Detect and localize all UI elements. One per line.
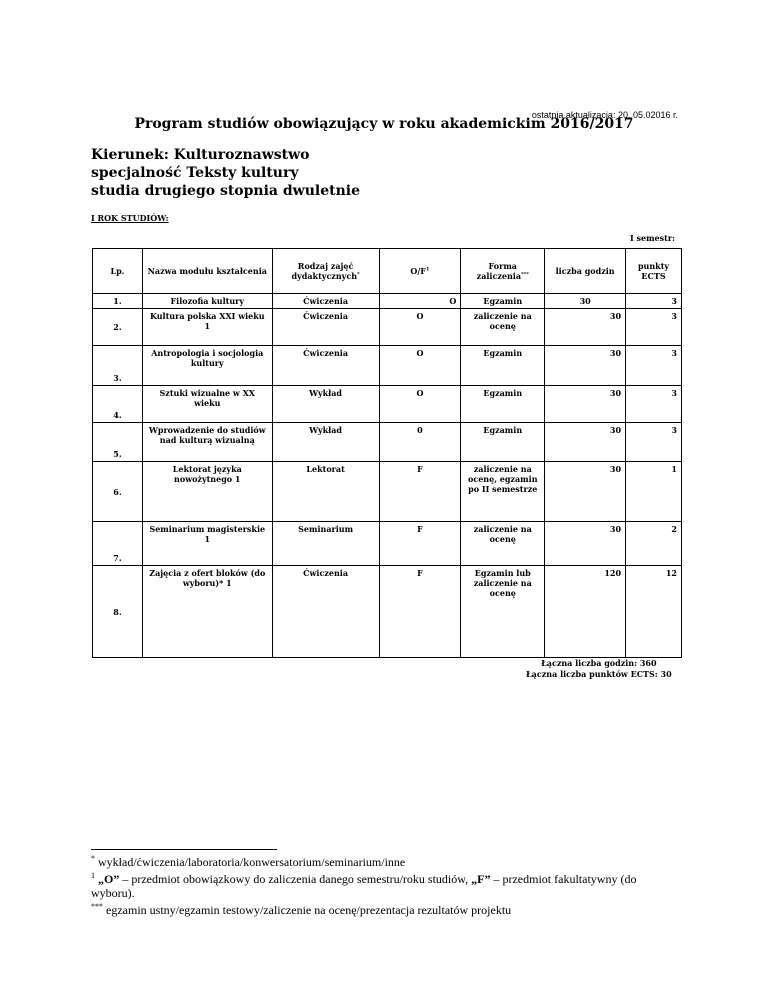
row-hours: 30 xyxy=(545,386,626,423)
row-form: Egzamin xyxy=(461,346,545,386)
row-type: Ćwiczenia xyxy=(272,309,379,346)
col-header-hours: liczba godzin xyxy=(545,249,626,294)
row-module: Lektorat języka nowożytnego 1 xyxy=(142,462,272,522)
col-header-of: $O/F^1$ xyxy=(379,249,461,294)
row-form: Egzamin xyxy=(461,423,545,462)
row-ects: 3 xyxy=(626,386,682,423)
row-hours: 30 xyxy=(545,294,626,309)
row-hours: 30 xyxy=(545,309,626,346)
table-row xyxy=(93,566,682,658)
table-row xyxy=(93,522,682,566)
row-lp: 4. xyxy=(93,386,143,423)
row-ects: 3 xyxy=(626,294,682,309)
row-lp: 5. xyxy=(93,423,143,462)
row-form: Egzamin lub zaliczenie na ocenę xyxy=(461,566,545,658)
study-direction xyxy=(91,146,360,200)
row-lp: 7. xyxy=(93,522,143,566)
table-row xyxy=(93,309,682,346)
footnote-divider xyxy=(91,849,277,850)
row-of: F xyxy=(379,522,461,566)
row-of: O xyxy=(379,309,461,346)
row-module: Filozofia kultury xyxy=(142,294,272,309)
row-of: F xyxy=(379,462,461,522)
row-module: Seminarium magisterskie 1 xyxy=(142,522,272,566)
table-row xyxy=(93,346,682,386)
row-type: Ćwiczenia xyxy=(272,294,379,309)
row-ects: 3 xyxy=(626,346,682,386)
row-lp: 2. xyxy=(93,309,143,346)
row-hours: 30 xyxy=(545,423,626,462)
table-header-row xyxy=(93,249,682,294)
program-table xyxy=(92,248,682,658)
row-hours: 120 xyxy=(545,566,626,658)
table-row xyxy=(93,294,682,309)
row-form: zaliczenie na ocenę xyxy=(461,309,545,346)
row-hours: 30 xyxy=(545,522,626,566)
row-hours: 30 xyxy=(545,346,626,386)
row-form: Egzamin xyxy=(461,294,545,309)
row-hours: 30 xyxy=(545,462,626,522)
row-type: Wykład xyxy=(272,423,379,462)
row-of: O xyxy=(379,386,461,423)
direction-line: Kierunek: Kulturoznawstwo xyxy=(91,147,310,163)
row-ects: 3 xyxy=(626,309,682,346)
row-type: Seminarium xyxy=(272,522,379,566)
row-form: zaliczenie na ocenę xyxy=(461,522,545,566)
row-ects: 12 xyxy=(626,566,682,658)
col-header-lp: Lp. xyxy=(93,249,143,294)
footnote-1: * wykład/ćwiczenia/laboratoria/konwersatorium/seminarium/inne xyxy=(91,854,406,869)
degree-line: studia drugiego stopnia dwuletnie xyxy=(91,183,360,199)
row-module: Kultura polska XXI wieku 1 xyxy=(142,309,272,346)
row-lp: 6. xyxy=(93,462,143,522)
footnotes xyxy=(91,852,671,917)
col-header-type: Rodzaj zajęć dydaktycznych* xyxy=(272,249,379,294)
row-module: Wprowadzenie do studiów nad kulturą wizualną xyxy=(142,423,272,462)
semester-label: I semestr: xyxy=(629,233,675,243)
footnote-2: $^1$ „O” – przedmiot obowiązkowy do zaliczenia danego semestru/roku studiów, „F” – przedmiot fakultatywny (do wyboru). xyxy=(91,871,637,900)
row-of: O xyxy=(379,294,461,309)
row-of: 0 xyxy=(379,423,461,462)
table-row xyxy=(93,462,682,522)
row-lp: 8. xyxy=(93,566,143,658)
year-label: I ROK STUDIÓW: xyxy=(91,213,169,223)
row-module: Zajęcia z ofert bloków (do wyboru)* 1 xyxy=(142,566,272,658)
row-ects: 3 xyxy=(626,423,682,462)
col-header-form: Forma zaliczenia*** xyxy=(461,249,545,294)
totals xyxy=(526,658,672,680)
col-header-module: Nazwa modułu kształcenia xyxy=(142,249,272,294)
page-title: Program studiów obowiązujący w roku akademickim 2016/2017 xyxy=(134,116,634,132)
row-type: Lektorat xyxy=(272,462,379,522)
row-lp: 3. xyxy=(93,346,143,386)
total-hours: Łączna liczba godzin: 360 xyxy=(541,658,657,668)
row-form: Egzamin xyxy=(461,386,545,423)
row-of: F xyxy=(379,566,461,658)
row-ects: 1 xyxy=(626,462,682,522)
row-lp: 1. xyxy=(93,294,143,309)
table-row xyxy=(93,423,682,462)
row-type: Wykład xyxy=(272,386,379,423)
row-type: Ćwiczenia xyxy=(272,566,379,658)
row-module: Antropologia i socjologia kultury xyxy=(142,346,272,386)
specialty-line: specjalność Teksty kultury xyxy=(91,165,299,181)
row-of: O xyxy=(379,346,461,386)
row-ects: 2 xyxy=(626,522,682,566)
col-header-ects: punkty ECTS xyxy=(626,249,682,294)
last-update-note: ostatnia aktualizacja: 20. 05.02016 r. xyxy=(531,110,678,120)
row-form: zaliczenie na ocenę, egzamin po II semestrze xyxy=(461,462,545,522)
row-module: Sztuki wizualne w XX wieku xyxy=(142,386,272,423)
row-type: Ćwiczenia xyxy=(272,346,379,386)
table-row xyxy=(93,386,682,423)
total-ects: Łączna liczba punktów ECTS: 30 xyxy=(526,669,672,679)
footnote-3: *** egzamin ustny/egzamin testowy/zaliczenie na ocenę/prezentacja rezultatów projektu xyxy=(91,902,512,917)
